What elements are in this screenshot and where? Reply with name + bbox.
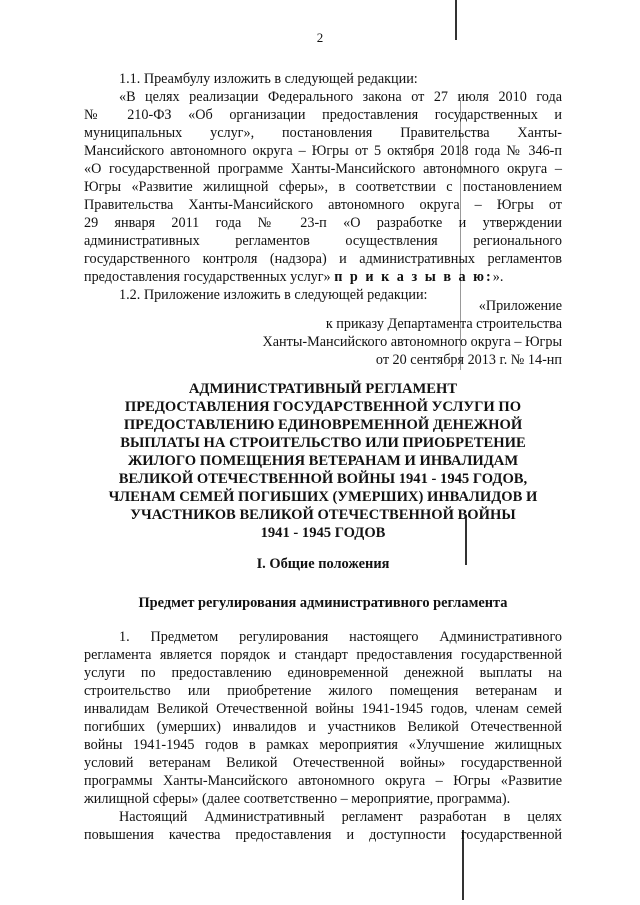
clause-line: повышения качества предоставления и доступности государственной <box>84 827 562 843</box>
paragraph-1-1-intro: 1.1. Преамбулу изложить в следующей редакции: <box>119 71 418 87</box>
clause-line: регламента является порядок и стандарт предоставления государственной <box>84 647 562 663</box>
preamble-line: «В целях реализации Федерального закона от 27 июля 2010 года <box>119 89 562 105</box>
regulation-title <box>84 380 562 542</box>
preamble-line: Югры «Развитие жилищной сферы», в соответствии с постановлением <box>84 179 562 195</box>
preamble-line: «О государственной программе Ханты-Мансийского автономного округа – <box>84 161 562 177</box>
clause-line: войны 1941-1945 годов в рамках мероприятия «Улучшение жилищных <box>84 737 562 753</box>
amendment-block <box>84 70 562 304</box>
preamble-line: Мансийского автономного округа – Югры от 5 октября 2018 года № 346-п <box>84 143 562 159</box>
clause-1 <box>84 628 562 844</box>
clause-line: 1. Предметом регулирования настоящего Административного <box>119 629 562 645</box>
appendix-line: к приказу Департамента строительства <box>325 316 562 332</box>
title-line: ВЫПЛАТЫ НА СТРОИТЕЛЬСТВО ИЛИ ПРИОБРЕТЕНИЕ <box>120 435 526 451</box>
preamble-line: государственного контроля (надзора) и административных регламентов <box>84 251 562 267</box>
clause-line: инвалидам Великой Отечественной войны 1941-1945 годов, членам семей <box>84 701 562 717</box>
clause-line: программы Ханты-Мансийского автономного округа – Югры «Развитие <box>84 773 562 789</box>
appendix-heading <box>84 297 562 369</box>
title-line: АДМИНИСТРАТИВНЫЙ РЕГЛАМЕНТ <box>188 381 458 397</box>
preamble-end: ». <box>492 269 504 285</box>
preamble-line: муниципальных услуг», постановления Правительства Ханты- <box>84 125 562 141</box>
preamble-line: 29 января 2011 года № 23-п «О разработке и утверждении <box>84 215 562 231</box>
paragraph-1-2-intro: 1.2. Приложение изложить в следующей редакции: <box>119 287 428 303</box>
page-number: 2 <box>316 30 324 45</box>
title-line: ПРЕДОСТАВЛЕНИЯ ГОСУДАРСТВЕННОЙ УСЛУГИ ПО <box>124 399 522 415</box>
appendix-line: Ханты-Мансийского автономного округа – Югры <box>262 334 562 350</box>
title-line: ПРЕДОСТАВЛЕНИЮ ЕДИНОВРЕМЕННОЙ ДЕНЕЖНОЙ <box>123 417 523 433</box>
clause-last-line: жилищной сферы» (далее соответственно – мероприятие, программа). <box>84 791 511 807</box>
title-line: ЧЛЕНАМ СЕМЕЙ ПОГИБШИХ (УМЕРШИХ) ИНВАЛИДОВ И <box>108 489 538 505</box>
clause-line: погибших (умерших) инвалидов и участников Великой Отечественной <box>84 719 562 735</box>
preamble-line: № 210-ФЗ «Об организации предоставления государственных и <box>84 107 562 123</box>
preamble-last-line <box>84 268 562 286</box>
preamble-line: Правительства Ханты-Мансийского автономного округа – Югры от <box>84 197 562 213</box>
clause-line: услуги по предоставлению единовременной денежной выплаты на <box>84 665 562 681</box>
subsection-heading: Предмет регулирования административного регламента <box>138 595 508 611</box>
appendix-line: «Приложение <box>478 298 562 314</box>
title-line: ЖИЛОГО ПОМЕЩЕНИЯ ВЕТЕРАНАМ И ИНВАЛИДАМ <box>127 453 519 469</box>
preamble-line: административных регламентов осуществления регионального <box>84 233 562 249</box>
clause-line: Настоящий Административный регламент разработан в целях <box>119 809 562 825</box>
title-line: 1941 - 1945 ГОДОВ <box>260 525 386 541</box>
section-heading: I. Общие положения <box>256 556 390 572</box>
prikazyvayu-word: п р и к а з ы в а ю: <box>334 269 493 285</box>
clause-line: условий ветеранам Великой Отечественной войны» государственной <box>84 755 562 771</box>
preamble-last-text: предоставления государственных услуг» <box>84 269 331 285</box>
title-line: ВЕЛИКОЙ ОТЕЧЕСТВЕННОЙ ВОЙНЫ 1941 - 1945 ГОДОВ, <box>118 471 528 487</box>
title-line: УЧАСТНИКОВ ВЕЛИКОЙ ОТЕЧЕСТВЕННОЙ ВОЙНЫ <box>130 507 516 523</box>
appendix-line: от 20 сентября 2013 г. № 14-нп <box>375 352 562 368</box>
clause-line: строительство или приобретение жилого помещения ветеранам и <box>84 683 562 699</box>
